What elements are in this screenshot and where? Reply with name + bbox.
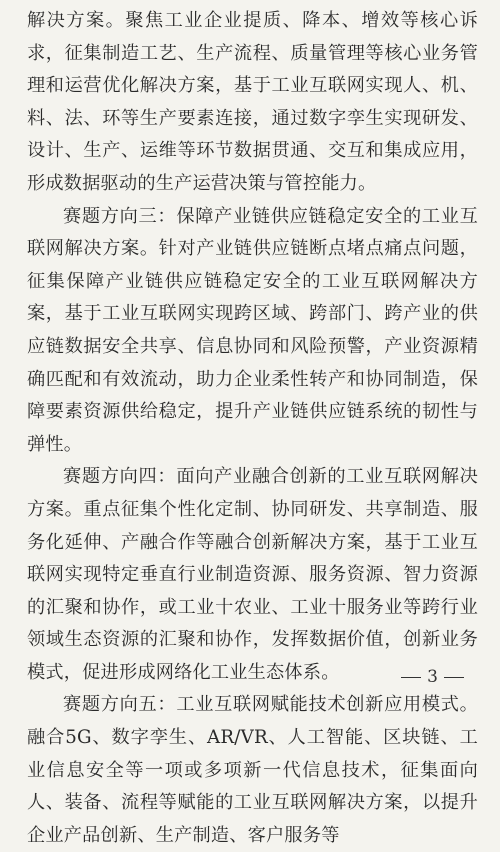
page-footer: [395, 667, 470, 687]
dash-left: [401, 677, 421, 678]
paragraph: 赛题方向三：保障产业链供应链稳定安全的工业互联网解决方案。针对产业链供应链断点堵点痛点问题，征集保障产业链供应链稳定安全的工业互联网解决方案，基于工业互联网实现跨区域、跨部门、跨产业的供应链数据安全共享、信息协同和风险预警，产业资源精确匹配和有效流动，助力企业柔性转产和协同制造，保障要素资源供给稳定，提升产业链供应链系统的韧性与弹性。: [27, 205, 478, 455]
paragraph: 赛题方向五：工业互联网赋能技术创新应用模式。融合5G、数字孪生、AR/VR、人工智能、区块链、工业信息安全等一项或多项新一代信息技术，征集面向人、装备、流程等赋能的工业互联网解决方案，以提升企业产品创新、生产制造、客户服务等: [27, 694, 478, 846]
paragraph: 解决方案。聚焦工业企业提质、降本、增效等核心诉求，征集制造工艺、生产流程、质量管理等核心业务管理和运营优化解决方案，基于工业互联网实现人、机、料、法、环等生产要素连接，通过数字孪生实现研发、设计、生产、运维等环节数据贯通、交互和集成应用，形成数据驱动的生产运营决策与管控能力。: [27, 10, 478, 194]
page-number: 3: [427, 667, 438, 687]
body-text: [27, 5, 478, 852]
paragraph: 赛题方向四：面向产业融合创新的工业互联网解决方案。重点征集个性化定制、协同研发、共享制造、服务化延伸、产融合作等融合创新解决方案，基于工业互联网实现特定垂直行业制造资源、服务资源、智力资源的汇聚和协作，或工业十农业、工业十服务业等跨行业领域生态资源的汇聚和协作，发挥数据价值，创新业务模式，促进形成网络化工业生态体系。: [27, 466, 478, 683]
dash-right: [444, 677, 464, 678]
